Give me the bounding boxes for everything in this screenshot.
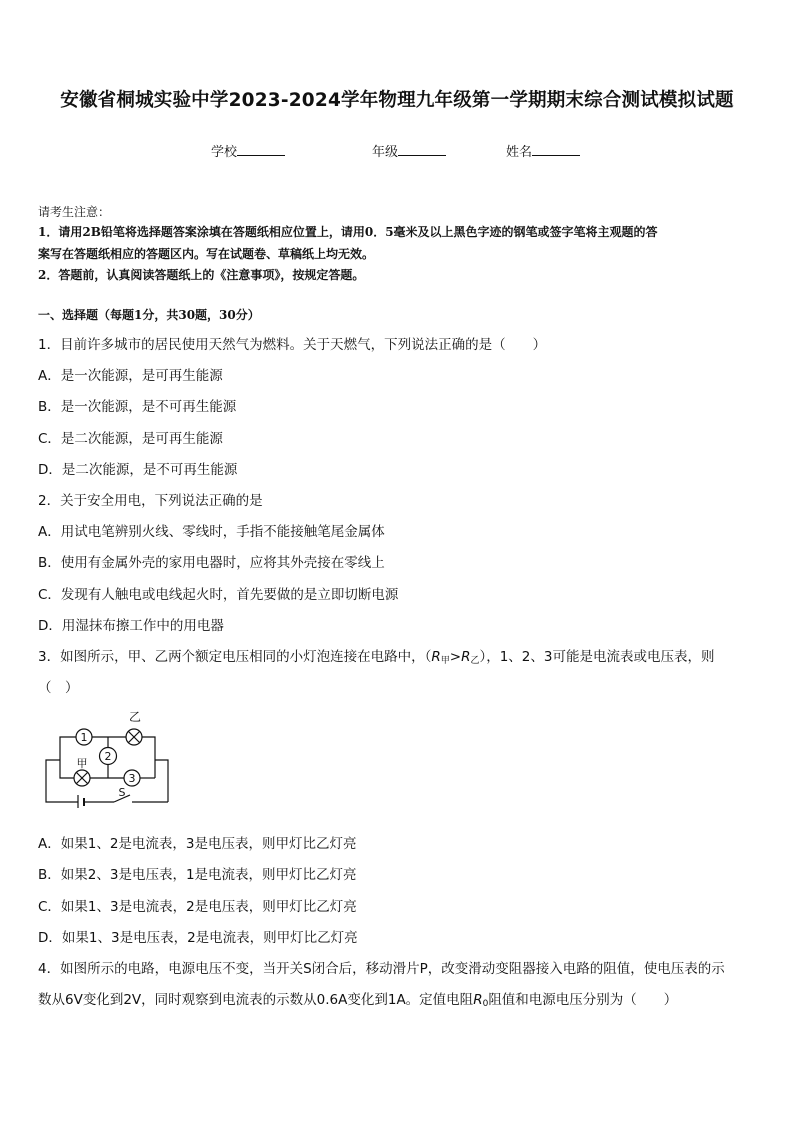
wire-top-left	[60, 737, 76, 760]
q2-option-d[interactable]: D．用湿抹布擦工作中的用电器	[38, 618, 224, 634]
q1-option-b[interactable]: B．是一次能源，是不可再生能源	[38, 399, 237, 415]
grade-blank[interactable]	[398, 143, 446, 156]
lamp-jia-label: 甲	[76, 757, 88, 770]
notice-line-1a: 1．请用2B铅笔将选择题答案涂填在答题纸相应位置上，请用0．5毫米及以上黑色字迹的钢笔或签字笔将主观题的答	[38, 225, 658, 239]
notice-line-2: 2．答题前，认真阅读答题纸上的《注意事项》，按规定答题。	[38, 268, 365, 282]
q4-line-1: 4．如图所示的电路，电源电压不变，当开关S闭合后，移动滑片P，改变滑动变阻器接入电路的阻值，使电压表的示	[38, 961, 725, 977]
q3-option-d[interactable]: D．如果1、3是电压表，2是电流表，则甲灯比乙灯亮	[38, 930, 358, 946]
q1-option-a[interactable]: A．是一次能源，是可再生能源	[38, 368, 223, 384]
meter-1-label: 1	[80, 731, 88, 744]
q3-stem-part-a: 3．如图所示，甲、乙两个额定电压相同的小灯泡连接在电路中，（	[38, 649, 432, 665]
q1-option-d[interactable]: D．是二次能源，是不可再生能源	[38, 462, 238, 478]
q3-stem-part-b: ），1、2、3可能是电流表或电压表，则	[479, 649, 715, 665]
q4-line-2a: 数从6V变化到2V，同时观察到电流表的示数从0.6A变化到1A。定值电阻	[38, 992, 474, 1008]
school-field	[211, 141, 285, 160]
page-title: 安徽省桐城实验中学2023-2024学年物理九年级第一学期期末综合测试模拟试题	[60, 90, 734, 111]
lamp-yi-label: 乙	[128, 710, 142, 724]
wire-left-bottom	[46, 760, 78, 802]
q3-option-a[interactable]: A．如果1、2是电流表，3是电压表，则甲灯比乙灯亮	[38, 836, 357, 852]
r0-sub: 0	[482, 999, 489, 1009]
wire-right	[155, 760, 168, 802]
q2-stem: 2．关于安全用电，下列说法正确的是	[38, 493, 263, 509]
q3-circuit-diagram	[38, 704, 178, 808]
q3-paren: （ ）	[38, 680, 79, 696]
r-symbol-2: R	[461, 649, 471, 665]
grade-label: 年级	[372, 145, 399, 160]
q3-option-c[interactable]: C．如果1、3是电流表，2是电压表，则甲灯比乙灯亮	[38, 899, 357, 915]
q2-option-c[interactable]: C．发现有人触电或电线起火时，首先要做的是立即切断电源	[38, 587, 399, 603]
q4-line-2b: 阻值和电源电压分别为（ ）	[488, 992, 678, 1008]
name-label: 姓名	[506, 145, 533, 160]
switch-label: S	[118, 786, 126, 799]
school-blank[interactable]	[237, 143, 285, 156]
school-label: 学校	[211, 145, 238, 160]
wire-left-jia	[60, 760, 74, 778]
q4-line-2	[38, 988, 677, 1009]
notice-line-1b: 案写在答题纸相应的答题区内。写在试题卷、草稿纸上均无效。	[38, 247, 375, 261]
q1-stem: 1．目前许多城市的居民使用天然气为燃料。关于天燃气，下列说法正确的是（ ）	[38, 337, 547, 353]
gt-symbol: >	[449, 649, 462, 665]
r-sub-yi: 乙	[470, 656, 480, 666]
name-field	[506, 141, 580, 160]
meter-2-label: 2	[104, 750, 112, 763]
section-heading: 一、选择题（每题1分，共30题，30分）	[38, 308, 260, 322]
q2-option-b[interactable]: B．使用有金属外壳的家用电器时，应将其外壳接在零线上	[38, 555, 385, 571]
r-symbol: R	[431, 649, 441, 665]
q3-option-b[interactable]: B．如果2、3是电压表，1是电流表，则甲灯比乙灯亮	[38, 867, 357, 883]
r0-symbol: R	[473, 992, 483, 1008]
q2-option-a[interactable]: A．用试电笔辨别火线、零线时，手指不能接触笔尾金属体	[38, 524, 385, 540]
r-sub-jia: 甲	[440, 656, 450, 666]
q1-option-c[interactable]: C．是二次能源，是可再生能源	[38, 431, 223, 447]
notice-heading: 请考生注意：	[38, 205, 111, 219]
grade-field	[372, 141, 446, 160]
name-blank[interactable]	[532, 143, 580, 156]
wire-yi-right	[142, 737, 155, 778]
q3-stem	[38, 645, 715, 666]
meter-3-label: 3	[128, 772, 136, 785]
